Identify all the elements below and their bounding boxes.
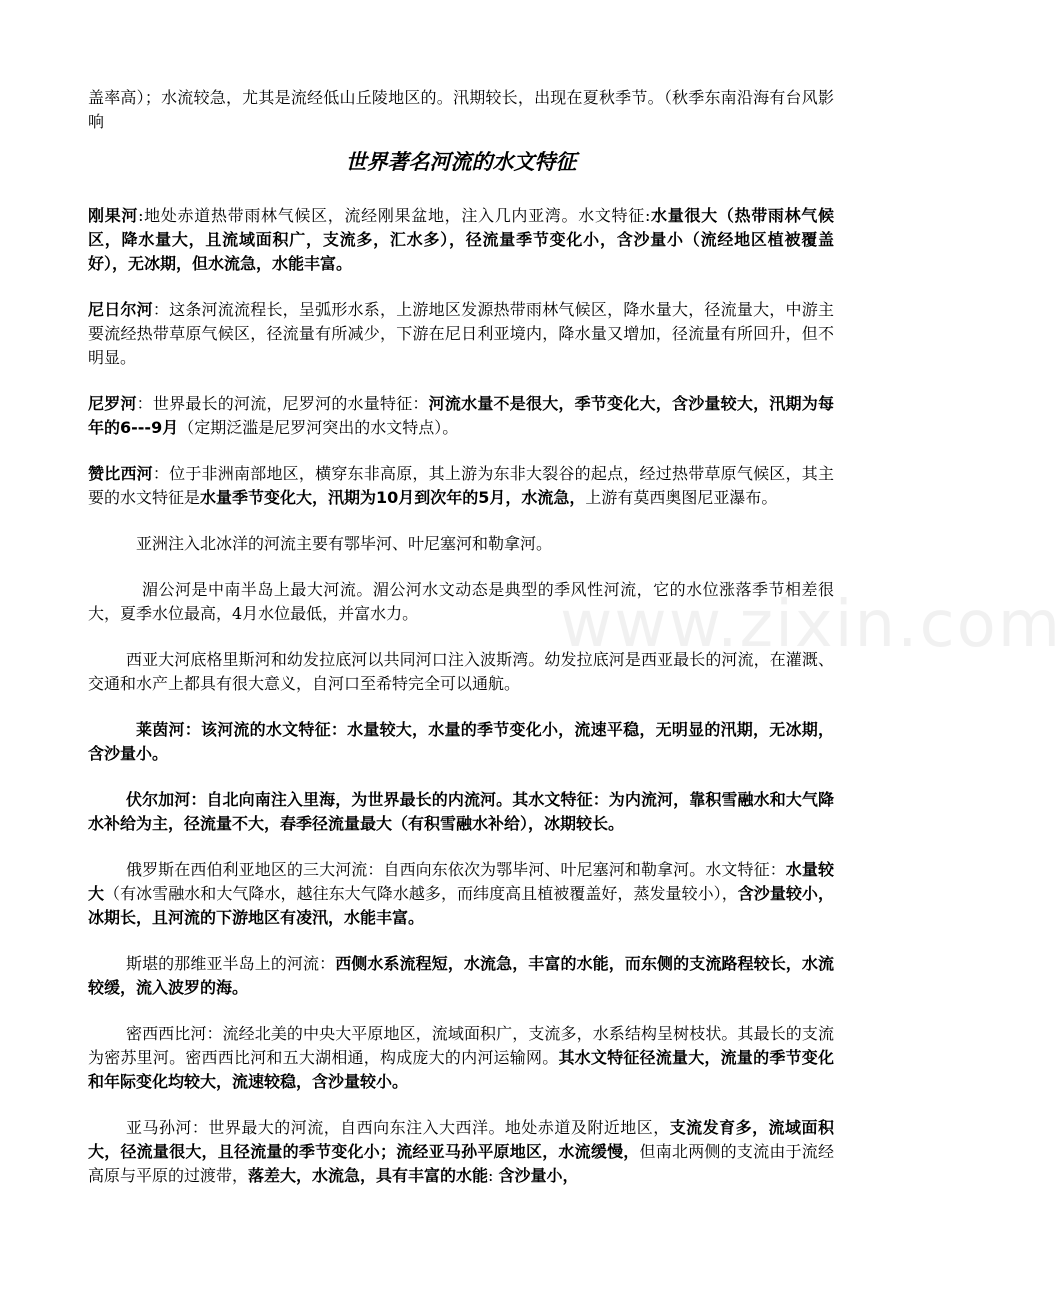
zambezi-paragraph (88, 462, 834, 510)
nile-name: 尼罗河 (88, 394, 137, 413)
tigris-paragraph (88, 648, 834, 696)
volga-text: 伏尔加河：自北向南注入里海，为世界最长的内流河。其水文特征：为内流河，靠积雪融水和大气降水补给为主，径流量不大，春季径流量最大（有积雪融水补给），冰期较长。 (88, 790, 834, 833)
amazon-paragraph (88, 1116, 834, 1188)
congo-paragraph (88, 204, 834, 276)
tigris-text: 西亚大河底格里斯河和幼发拉底河以共同河口注入波斯湾。幼发拉底河是西亚最长的河流，在灌溉、交通和水产上都具有很大意义，自河口至希特完全可以通航。 (88, 650, 834, 693)
nile-note: （定期泛滥是尼罗河突出的水文特点）。 (178, 418, 459, 437)
siberia-note: （有冰雪融水和大气降水，越往东大气降水越多，而纬度高且植被覆盖好，蒸发量较小）， (104, 884, 738, 903)
intro-text: 盖率高）；水流较急，尤其是流经低山丘陵地区的。汛期较长，出现在夏秋季节。（秋季东南沿海有台风影响 (88, 88, 834, 131)
niger-paragraph (88, 298, 834, 370)
asia-arctic-paragraph (88, 532, 834, 556)
intro-paragraph (88, 86, 834, 134)
nile-paragraph (88, 392, 834, 440)
siberia-features: 含沙量较小，冰期长，且河流的下游地区有凌汛，水能丰富。 (88, 884, 834, 927)
mekong-text: 湄公河是中南半岛上最大河流。湄公河水文动态是典型的季风性河流，它的水位涨落季节相差很大，夏季水位最高，4月水位最低，并富水力。 (88, 580, 834, 623)
congo-features: 水量很大（热带雨林气候区，降水量大，且流域面积广，支流多，汇水多），径流量季节变化小，含沙量小（流经地区植被覆盖好），无冰期，但水流急，水能丰富。 (88, 206, 834, 273)
siberia-water: 水量较大 (88, 860, 834, 903)
amazon-features: 支流发育多，流域面积大，径流量很大，且径流量的季节变化小；流经亚马孙平原地区，水流缓慢， (88, 1118, 834, 1161)
scandinavia-desc: 斯堪的那维亚半岛上的河流： (126, 954, 336, 973)
zambezi-desc: ：位于非洲南部地区，横穿东非高原，其上游为东非大裂谷的起点，经过热带草原气候区，其主要的水文特征是 (88, 464, 834, 507)
nile-flood-months: 6---9月 (120, 418, 179, 437)
siberia-paragraph (88, 858, 834, 930)
scandinavia-paragraph (88, 952, 834, 1000)
asia-arctic-text: 亚洲注入北冰洋的河流主要有鄂毕河、叶尼塞河和勒拿河。 (136, 534, 553, 553)
watermark: www.zixin.com (560, 588, 1062, 662)
document-title: 世界著名河流的水文特征 (345, 150, 577, 174)
amazon-note: 但南北两侧的支流由于流经高原与平原的过渡带， (88, 1142, 834, 1185)
zambezi-name: 赞比西河 (88, 464, 153, 483)
niger-desc: ：这条河流流程长，呈弧形水系，上游地区发源热带雨林气候区，降水量大，径流量大，中游主要流经热带草原气候区，径流量有所减少，下游在尼日利亚境内，降水量又增加，径流量有所回升，但不明显。 (88, 300, 834, 367)
congo-colon: : (644, 206, 651, 225)
scandinavia-features: 西侧水系流程短，水流急，丰富的水能，而东侧的支流路程较长，水流较缓，流入波罗的海。 (88, 954, 834, 997)
mississippi-desc: 密西西比河：流经北美的中央大平原地区，流域面积广，支流多，水系结构呈树枝状。其最长的支流为密苏里河。密西西比河和五大湖相通，构成庞大的内河运输网。 (88, 1024, 834, 1067)
congo-name: 刚果河 (88, 206, 139, 225)
congo-desc: 地处赤道热带雨林气候区，流经刚果盆地，注入几内亚湾。水文特征 (143, 206, 645, 225)
amazon-hydropower: 落差大，水流急，具有丰富的水能 (248, 1166, 489, 1185)
mississippi-paragraph (88, 1022, 834, 1094)
siberia-desc: 俄罗斯在西伯利亚地区的三大河流：自西向东依次为鄂毕河、叶尼塞河和勒拿河。水文特征： (126, 860, 786, 879)
volga-paragraph (88, 788, 834, 836)
amazon-sediment: 含沙量小， (498, 1166, 579, 1185)
rhine-text: 莱茵河：该河流的水文特征：水量较大，水量的季节变化小，流速平稳，无明显的汛期，无冰期，含沙量小。 (88, 720, 834, 763)
congo-text: : (138, 206, 144, 225)
document-page (88, 86, 834, 1210)
mekong-paragraph (88, 578, 834, 626)
amazon-desc: 亚马孙河：世界最大的河流，自西向东注入大西洋。地处赤道及附近地区， (126, 1118, 670, 1137)
nile-desc: ：世界最长的河流，尼罗河的水量特征： (136, 394, 429, 413)
zambezi-features: 水量季节变化大，汛期为10月到次年的5月，水流急， (200, 488, 586, 507)
niger-name: 尼日尔河 (88, 300, 153, 319)
nile-features: 河流水量不是很大，季节变化大，含沙量较大，汛期为每年的 (88, 394, 834, 437)
amazon-sep: : (488, 1166, 499, 1185)
mississippi-features: 其水文特征径流量大，流量的季节变化和年际变化均较大，流速较稳，含沙量较小。 (88, 1048, 834, 1091)
rhine-paragraph (88, 718, 834, 766)
zambezi-note: 上游有莫西奥图尼亚瀑布。 (585, 488, 778, 507)
